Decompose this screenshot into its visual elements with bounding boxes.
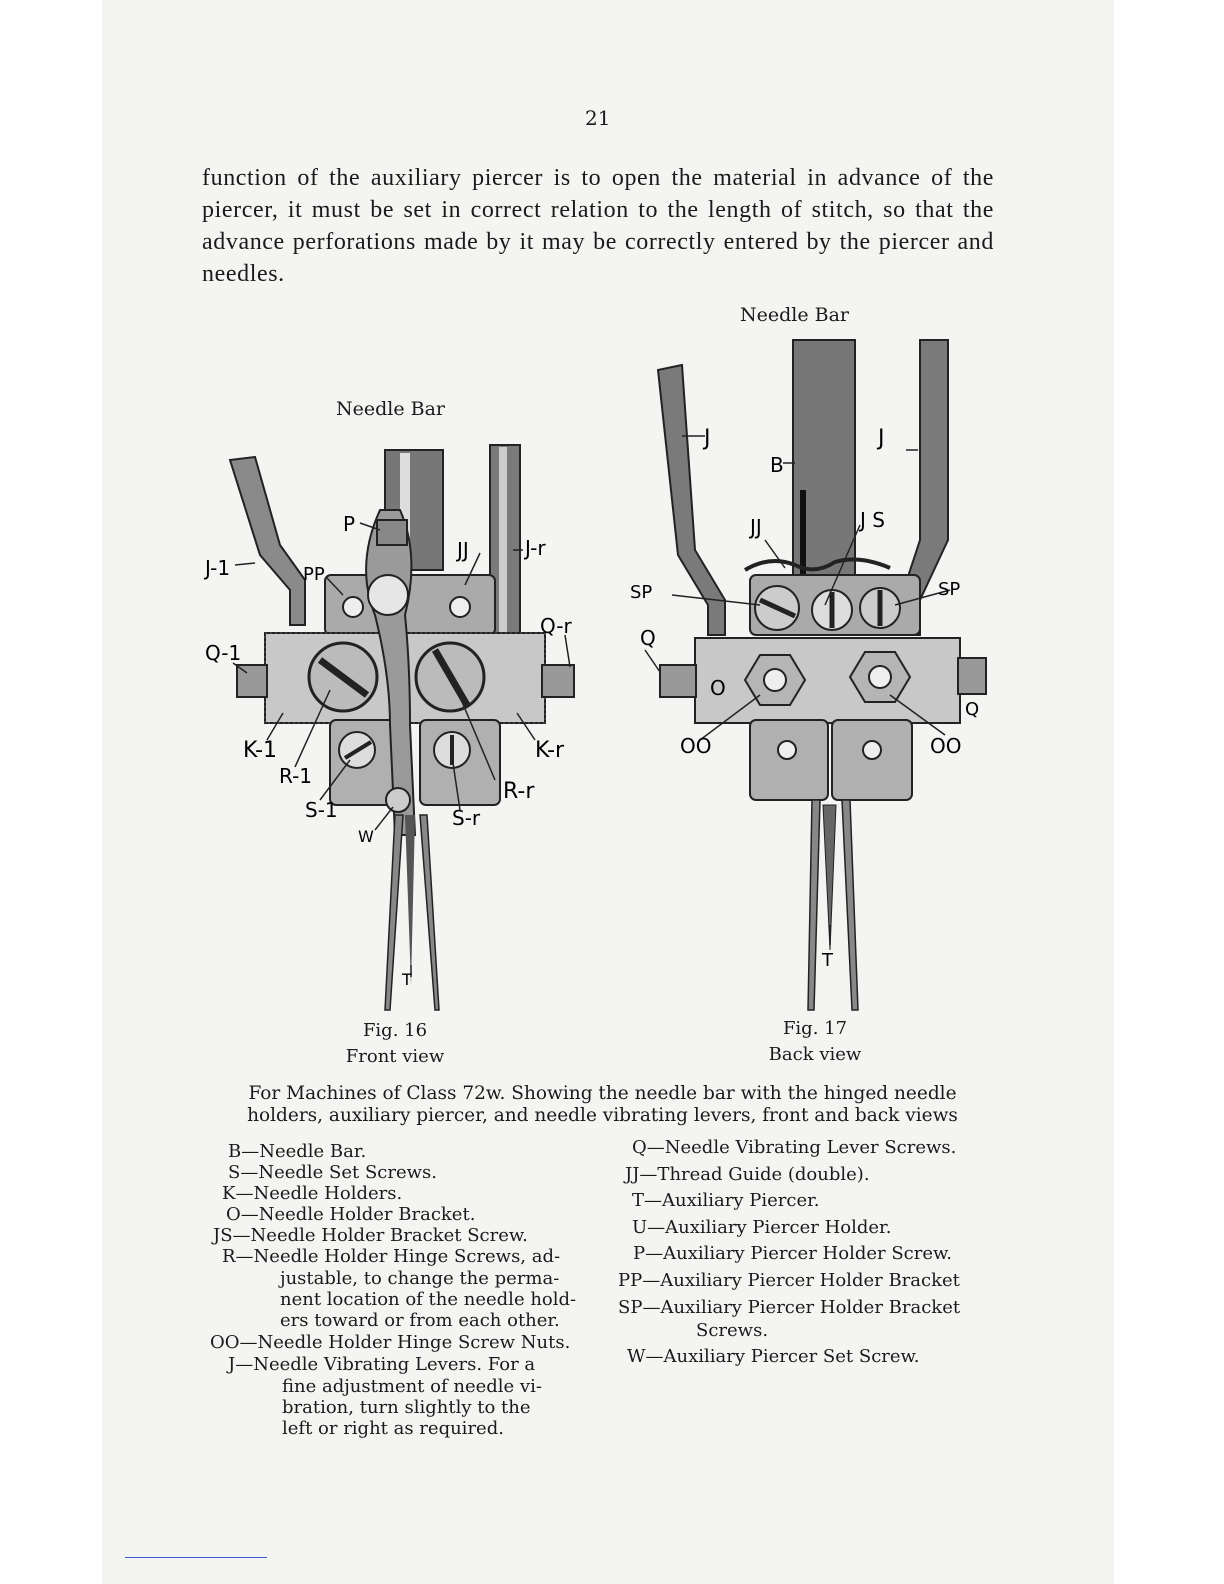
fig17-label-Q-right: Q	[965, 699, 980, 720]
fig16-label-Q1: Q-1	[205, 641, 242, 665]
bottom-rule	[125, 1557, 267, 1558]
fig17-label-OO-left: OO	[680, 734, 712, 758]
fig17-label-J-left: J	[704, 426, 711, 451]
legend-item: S—Needle Set Screws.	[228, 1162, 438, 1183]
legend-item: O—Needle Holder Bracket.	[226, 1204, 476, 1225]
fig16-label-J1: J-1	[205, 556, 231, 580]
fig16-caption-number: Fig. 16	[362, 1020, 428, 1041]
fig16-label-PP: PP	[303, 564, 325, 585]
legend-item: J—Needle Vibrating Levers. For a	[228, 1354, 536, 1375]
fig17-label-OO-right: OO	[930, 734, 962, 758]
fig16-label-Sr: S-r	[452, 806, 481, 830]
fig17-caption-view: Back view	[768, 1044, 862, 1065]
fig16-label-Rr: R-r	[503, 779, 535, 804]
fig16-label-Qr: Q-r	[540, 614, 572, 638]
legend-item: W—Auxiliary Piercer Set Screw.	[627, 1346, 920, 1367]
fig16-label-JJ: JJ	[457, 538, 469, 562]
fig16-label-K1: K-1	[243, 738, 278, 763]
fig17-label-JS: J S	[860, 508, 885, 532]
legend-item: SP—Auxiliary Piercer Holder Bracket	[618, 1297, 961, 1318]
fig17-label-Q-left: Q	[640, 626, 656, 650]
fig16-label-Kr: K-r	[535, 738, 565, 763]
legend-item: ers toward or from each other.	[280, 1310, 560, 1331]
fig16-label-P: P	[343, 512, 356, 536]
legend-item: bration, turn slightly to the	[282, 1397, 531, 1418]
fig17-label-SP-left: SP	[630, 582, 653, 603]
legend-item: OO—Needle Holder Hinge Screw Nuts.	[210, 1332, 571, 1353]
legend-item: justable, to change the perma-	[280, 1268, 560, 1289]
fig16-label-T: T	[402, 970, 412, 989]
fig17-label-JJ: JJ	[750, 515, 762, 539]
fig17-label-B: B	[770, 453, 784, 477]
legend-item: nent location of the needle hold-	[280, 1289, 577, 1310]
legend-heading-line-1: For Machines of Class 72w. Showing the needle bar with the hinged needle	[248, 1083, 957, 1104]
legend-item: B—Needle Bar.	[228, 1141, 367, 1162]
legend-item: U—Auxiliary Piercer Holder.	[632, 1217, 892, 1238]
legend-item: JJ—Thread Guide (double).	[625, 1164, 870, 1185]
fig16-illustration	[195, 395, 605, 1020]
legend-item: fine adjustment of needle vi-	[282, 1376, 542, 1397]
legend-heading-line-2: holders, auxiliary piercer, and needle vibrating levers, front and back views	[247, 1105, 958, 1126]
fig17-label-J-right: J	[878, 426, 885, 451]
fig17-label-O: O	[710, 676, 726, 700]
legend-item: T—Auxiliary Piercer.	[632, 1190, 820, 1211]
legend-item: Screws.	[696, 1320, 769, 1341]
fig16-title: Needle Bar	[336, 398, 446, 420]
fig17-illustration	[620, 300, 1010, 1020]
fig17-title: Needle Bar	[740, 304, 850, 326]
fig16-label-R1: R-1	[279, 764, 313, 788]
page-number: 21	[585, 106, 611, 130]
fig17-caption-number: Fig. 17	[782, 1018, 848, 1039]
legend-item: left or right as required.	[282, 1418, 504, 1439]
legend-item: K—Needle Holders.	[222, 1183, 403, 1204]
legend-heading	[205, 1083, 1000, 1127]
legend-item: Q—Needle Vibrating Lever Screws.	[632, 1137, 957, 1158]
fig16-caption-view: Front view	[345, 1046, 445, 1067]
fig17-label-SP-right: SP	[938, 579, 961, 600]
fig16-label-Jr: J-r	[525, 536, 546, 560]
intro-paragraph: function of the auxiliary piercer is to open the material in advance of the piercer, it must be set in correct relation to the length of stitch, so that the advance perforations made by it may be correctly entered by the piercer and needles.	[202, 165, 994, 287]
fig16-label-S1: S-1	[305, 798, 338, 822]
legend-item: R—Needle Holder Hinge Screws, ad-	[222, 1246, 561, 1267]
fig16-label-W: W	[358, 827, 374, 846]
legend-item: JS—Needle Holder Bracket Screw.	[213, 1225, 528, 1246]
legend-item: PP—Auxiliary Piercer Holder Bracket	[618, 1270, 960, 1291]
legend-item: P—Auxiliary Piercer Holder Screw.	[633, 1243, 952, 1264]
fig17-label-T: T	[822, 950, 833, 971]
